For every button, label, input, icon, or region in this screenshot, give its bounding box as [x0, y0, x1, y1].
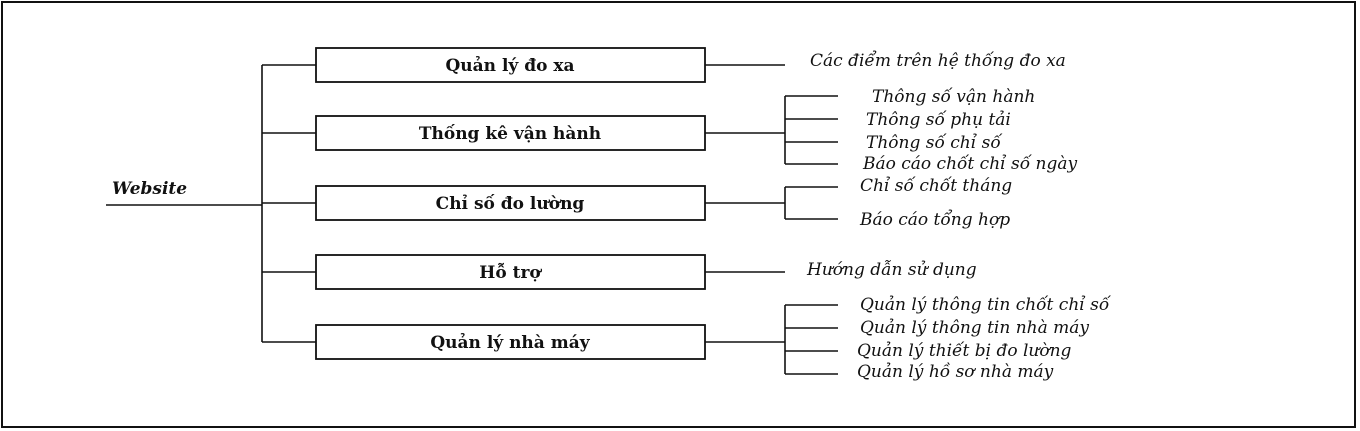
branch-quan-ly-nha-may: [262, 295, 1112, 382]
leaf-label: Quản lý thiết bị đo lường: [857, 341, 1072, 361]
branch-chi-so-do-luong: [262, 176, 1012, 230]
leaf-label: Quản lý thông tin chốt chỉ số: [860, 295, 1110, 315]
branch-label: Thống kê vận hành: [418, 124, 602, 144]
leaf-label: Quản lý thông tin nhà máy: [860, 318, 1089, 338]
leaf-label: Thông số phụ tải: [866, 110, 1011, 130]
branch-quan-ly-do-xa: [262, 48, 1066, 82]
branch-ho-tro: [262, 255, 977, 289]
leaf-label: Chỉ số chốt tháng: [860, 176, 1013, 196]
leaf-label: Quản lý hồ sơ nhà máy: [857, 362, 1054, 382]
root-label: Website: [112, 179, 188, 199]
branch-label: Quản lý đo xa: [445, 56, 575, 76]
leaf-label: Báo cáo tổng hợp: [860, 210, 1011, 230]
leaf-label: Hướng dẫn sử dụng: [807, 260, 977, 280]
leaf-label: Thông số vận hành: [872, 87, 1036, 107]
branch-label: Quản lý nhà máy: [430, 333, 590, 353]
branch-label: Hỗ trợ: [479, 263, 541, 283]
leaf-label: Các điểm trên hệ thống đo xa: [810, 51, 1066, 71]
leaf-label: Thông số chỉ số: [866, 133, 1001, 153]
leaf-label: Báo cáo chốt chỉ số ngày: [863, 154, 1078, 174]
branch-thong-ke-van-hanh: [262, 87, 1077, 174]
branch-label: Chỉ số đo lường: [435, 194, 585, 214]
